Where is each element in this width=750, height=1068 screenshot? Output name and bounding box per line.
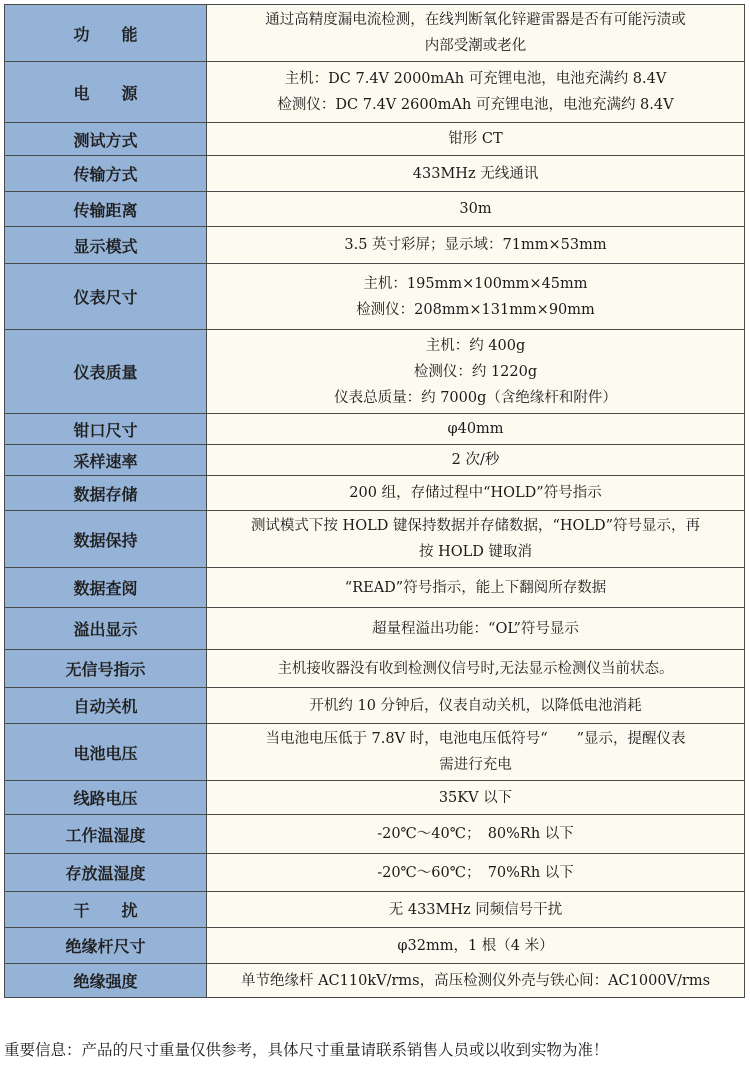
spec-label: 干 扰 bbox=[5, 892, 207, 928]
spec-value bbox=[207, 928, 745, 964]
spec-label: 无信号指示 bbox=[5, 650, 207, 688]
spec-label: 溢出显示 bbox=[5, 608, 207, 650]
spec-label: 钳口尺寸 bbox=[5, 414, 207, 445]
spec-row-storage-temp-humidity bbox=[5, 854, 745, 892]
spec-label: 线路电压 bbox=[5, 781, 207, 815]
spec-value-line: 3.5 英寸彩屏；显示域：71mm×53mm bbox=[344, 237, 607, 253]
spec-value-line: 主机：DC 7.4V 2000mAh 可充锂电池，电池充满约 8.4V bbox=[284, 71, 667, 87]
spec-value bbox=[207, 892, 745, 928]
spec-value bbox=[207, 608, 745, 650]
spec-label: 存放温湿度 bbox=[5, 854, 207, 892]
spec-value bbox=[207, 123, 745, 156]
spec-row-power bbox=[5, 62, 745, 123]
spec-row-test-method bbox=[5, 123, 745, 156]
spec-label: 绝缘杆尺寸 bbox=[5, 928, 207, 964]
spec-label: 仪表质量 bbox=[5, 330, 207, 414]
spec-value-line: 单节绝缘杆 AC110kV/rms，高压检测仪外壳与铁心间：AC1000V/rms bbox=[240, 972, 711, 989]
spec-value-line: -20℃～40℃； 80%Rh 以下 bbox=[377, 826, 574, 842]
spec-label: 工作温湿度 bbox=[5, 815, 207, 854]
spec-value bbox=[207, 62, 745, 123]
spec-value bbox=[207, 414, 745, 445]
spec-value-line: 433MHz 无线通讯 bbox=[412, 165, 539, 182]
spec-value bbox=[207, 445, 745, 476]
spec-row-no-signal-indicator bbox=[5, 650, 745, 688]
spec-row-transmission-method bbox=[5, 156, 745, 192]
spec-row-data-review bbox=[5, 568, 745, 608]
spec-value-line: 200 组，存储过程中“HOLD”符号指示 bbox=[349, 485, 602, 501]
spec-value bbox=[207, 568, 745, 608]
spec-value-line: 按 HOLD 键取消 bbox=[418, 544, 532, 560]
spec-value-line: 仪表总质量：约 7000g（含绝缘杆和附件） bbox=[334, 389, 617, 406]
spec-row-sampling-rate bbox=[5, 445, 745, 476]
spec-value-line: 内部受潮或老化 bbox=[424, 38, 527, 54]
spec-value bbox=[207, 330, 745, 414]
spec-label: 绝缘强度 bbox=[5, 964, 207, 998]
spec-value bbox=[207, 854, 745, 892]
spec-value-line: 主机接收器没有收到检测仪信号时,无法显示检测仪当前状态。 bbox=[277, 660, 674, 677]
spec-row-data-hold bbox=[5, 511, 745, 568]
spec-value-line: 测试模式下按 HOLD 键保持数据并存储数据，“HOLD”符号显示，再 bbox=[250, 518, 701, 534]
spec-row-overflow-display bbox=[5, 608, 745, 650]
spec-value-line: 检测仪：208mm×131mm×90mm bbox=[356, 301, 595, 318]
spec-value bbox=[207, 650, 745, 688]
spec-label: 数据查阅 bbox=[5, 568, 207, 608]
spec-value bbox=[207, 5, 745, 62]
spec-row-jaw-size bbox=[5, 414, 745, 445]
spec-value bbox=[207, 724, 745, 781]
spec-value-line: 超量程溢出功能：“OL”符号显示 bbox=[372, 620, 579, 637]
spec-value bbox=[207, 264, 745, 330]
spec-value bbox=[207, 688, 745, 724]
spec-row-instrument-size bbox=[5, 264, 745, 330]
spec-row-function bbox=[5, 5, 745, 62]
spec-row-instrument-weight bbox=[5, 330, 745, 414]
spec-label: 数据存储 bbox=[5, 476, 207, 511]
spec-value bbox=[207, 815, 745, 854]
spec-row-display-mode bbox=[5, 227, 745, 264]
spec-row-line-voltage bbox=[5, 781, 745, 815]
spec-value-line: 钳形 CT bbox=[448, 131, 503, 147]
spec-value-line: 主机：约 400g bbox=[425, 337, 526, 354]
spec-label: 电 源 bbox=[5, 62, 207, 123]
spec-label: 测试方式 bbox=[5, 123, 207, 156]
spec-value bbox=[207, 156, 745, 192]
footer-note: 重要信息：产品的尺寸重量仅供参考，具体尺寸重量请联系销售人员或以收到实物为准！ bbox=[4, 1041, 609, 1059]
spec-value-line: 开机约 10 分钟后，仪表自动关机，以降低电池消耗 bbox=[309, 697, 642, 714]
spec-value-line: 检测仪：DC 7.4V 2600mAh 可充锂电池，电池充满约 8.4V bbox=[277, 97, 674, 113]
spec-value bbox=[207, 781, 745, 815]
spec-label: 功 能 bbox=[5, 5, 207, 62]
spec-value-line: 需进行充电 bbox=[439, 757, 512, 773]
spec-row-insulation-rod-size bbox=[5, 928, 745, 964]
spec-label: 传输方式 bbox=[5, 156, 207, 192]
spec-value-line: 无 433MHz 同频信号干扰 bbox=[388, 901, 563, 918]
spec-value bbox=[207, 192, 745, 227]
spec-value-line: 通过高精度漏电流检测，在线判断氧化锌避雷器是否有可能污渍或 bbox=[265, 12, 686, 28]
spec-row-data-storage bbox=[5, 476, 745, 511]
spec-value bbox=[207, 964, 745, 998]
spec-row-transmission-distance bbox=[5, 192, 745, 227]
spec-value-line: φ40mm bbox=[447, 421, 504, 437]
spec-value-line: “READ”符号指示，能上下翻阅所存数据 bbox=[344, 579, 607, 596]
spec-value-line: 2 次/秒 bbox=[451, 452, 500, 468]
spec-label: 仪表尺寸 bbox=[5, 264, 207, 330]
spec-row-insulation-strength bbox=[5, 964, 745, 998]
spec-label: 显示模式 bbox=[5, 227, 207, 264]
spec-row-operating-temp-humidity bbox=[5, 815, 745, 854]
spec-row-auto-power-off bbox=[5, 688, 745, 724]
spec-value-line: -20℃～60℃； 70%Rh 以下 bbox=[377, 864, 574, 881]
spec-value-line: 检测仪：约 1220g bbox=[413, 363, 538, 380]
spec-value-line: 当电池电压低于 7.8V 时，电池电压低符号“ ”显示，提醒仪表 bbox=[265, 731, 686, 747]
spec-label: 数据保持 bbox=[5, 511, 207, 568]
spec-label: 自动关机 bbox=[5, 688, 207, 724]
spec-row-battery-voltage bbox=[5, 724, 745, 781]
spec-value-line: 35KV 以下 bbox=[438, 789, 513, 806]
spec-value bbox=[207, 476, 745, 511]
spec-label: 采样速率 bbox=[5, 445, 207, 476]
spec-row-interference bbox=[5, 892, 745, 928]
spec-label: 传输距离 bbox=[5, 192, 207, 227]
spec-value bbox=[207, 227, 745, 264]
spec-value bbox=[207, 511, 745, 568]
spec-value-line: φ32mm，1 根（4 米） bbox=[397, 937, 554, 954]
spec-value-line: 30m bbox=[459, 201, 492, 217]
spec-label: 电池电压 bbox=[5, 724, 207, 781]
spec-table bbox=[4, 4, 745, 998]
spec-value-line: 主机：195mm×100mm×45mm bbox=[363, 275, 588, 292]
